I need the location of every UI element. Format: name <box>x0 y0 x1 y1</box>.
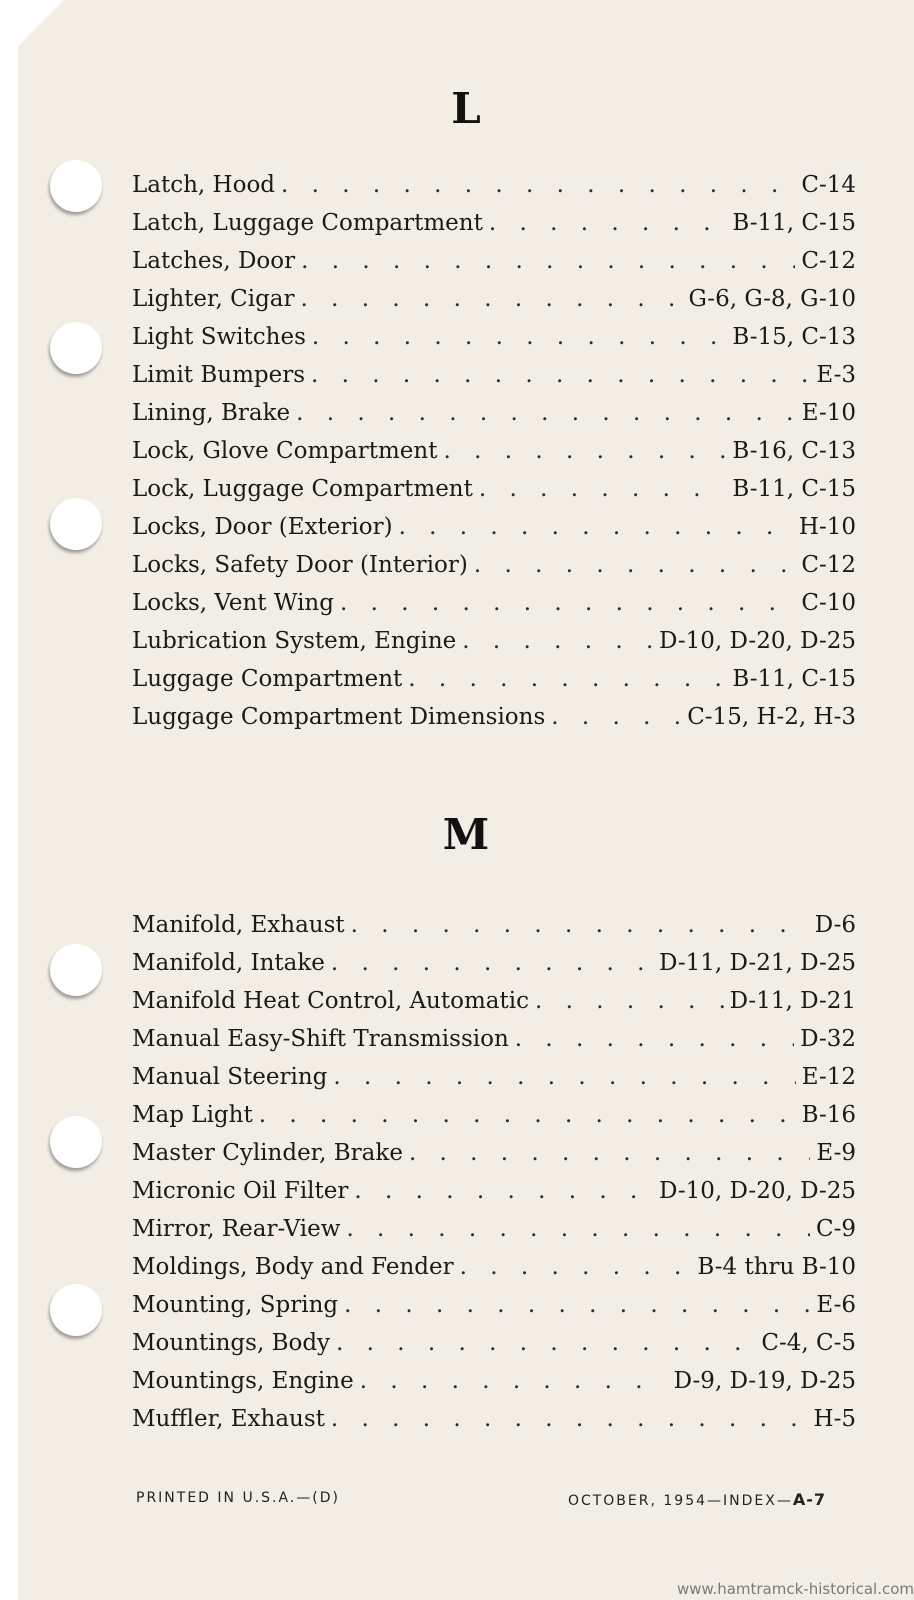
entry-pages: E-6 <box>816 1292 856 1318</box>
entry-name: Micronic Oil Filter <box>132 1178 349 1204</box>
entry-name: Limit Bumpers <box>132 362 306 388</box>
dot-leader <box>336 1324 755 1362</box>
dot-leader <box>311 356 810 394</box>
entry-pages: B-11, C-15 <box>732 476 856 502</box>
index-entry <box>132 982 856 1020</box>
footer-date-text: OCTOBER, 1954—INDEX— <box>567 1493 793 1509</box>
dot-leader <box>351 906 809 944</box>
index-entry <box>132 356 856 394</box>
entry-pages: C-14 <box>801 172 856 198</box>
entry-pages: E-10 <box>801 400 856 426</box>
index-entry <box>132 204 856 242</box>
entry-name: Mountings, Body <box>132 1330 331 1356</box>
index-entry <box>132 1286 856 1324</box>
entry-name: Lighter, Cigar <box>132 286 295 312</box>
entry-pages: E-3 <box>816 362 856 388</box>
entry-name: Locks, Safety Door (Interior) <box>132 552 468 578</box>
entry-pages: C-15, H-2, H-3 <box>687 704 856 730</box>
entry-name: Manifold Heat Control, Automatic <box>132 988 529 1014</box>
index-entry <box>132 166 856 204</box>
binder-hole <box>50 498 102 550</box>
binder-hole <box>50 944 102 996</box>
index-entry <box>132 584 856 622</box>
entry-name: Manifold, Exhaust <box>132 912 345 938</box>
entry-pages: C-10 <box>801 590 856 616</box>
dot-leader <box>399 508 793 546</box>
entry-name: Latch, Hood <box>132 172 276 198</box>
watermark: www.hamtramck-historical.com <box>677 1580 914 1598</box>
dot-leader <box>479 470 727 508</box>
dot-leader <box>474 546 796 584</box>
dot-leader <box>281 166 795 204</box>
entry-pages: D-32 <box>800 1026 856 1052</box>
entry-name: Muffler, Exhaust <box>132 1406 325 1432</box>
entry-pages: B-4 thru B-10 <box>697 1254 856 1280</box>
entry-name: Light Switches <box>132 324 306 350</box>
folded-corner <box>18 0 64 46</box>
entry-pages: B-16, C-13 <box>732 438 856 464</box>
binder-hole <box>50 322 102 374</box>
index-list-m <box>132 906 856 1438</box>
dot-leader <box>409 1134 810 1172</box>
entry-pages: H-5 <box>813 1406 856 1432</box>
entry-name: Map Light <box>132 1102 253 1128</box>
dot-leader <box>551 698 681 736</box>
dot-leader <box>312 318 727 356</box>
index-entry <box>132 1210 856 1248</box>
entry-pages: C-12 <box>801 552 856 578</box>
entry-pages: E-12 <box>801 1064 856 1090</box>
dot-leader <box>301 280 683 318</box>
entry-name: Mounting, Spring <box>132 1292 339 1318</box>
footer-page-number: A-7 <box>792 1490 826 1509</box>
dot-leader <box>301 242 795 280</box>
index-entry <box>132 1324 856 1362</box>
entry-pages: D-10, D-20, D-25 <box>659 628 856 654</box>
entry-pages: D-10, D-20, D-25 <box>659 1178 856 1204</box>
dot-leader <box>408 660 726 698</box>
section-letter-m: M <box>442 810 490 859</box>
dot-leader <box>489 204 727 242</box>
dot-leader <box>344 1286 810 1324</box>
entry-pages: G-6, G-8, G-10 <box>688 286 856 312</box>
dot-leader <box>443 432 726 470</box>
entry-name: Moldings, Body and Fender <box>132 1254 454 1280</box>
entry-name: Latches, Door <box>132 248 296 274</box>
dot-leader <box>460 1248 692 1286</box>
index-entry <box>132 280 856 318</box>
entry-pages: D-9, D-19, D-25 <box>673 1368 856 1394</box>
binder-hole <box>50 1116 102 1168</box>
entry-pages: D-6 <box>814 912 856 938</box>
index-entry <box>132 1172 856 1210</box>
dot-leader <box>333 1058 795 1096</box>
entry-name: Latch, Luggage Compartment <box>132 210 483 236</box>
dot-leader <box>331 944 653 982</box>
index-entry <box>132 622 856 660</box>
entry-name: Luggage Compartment Dimensions <box>132 704 546 730</box>
entry-name: Master Cylinder, Brake <box>132 1140 403 1166</box>
index-page <box>18 0 914 1600</box>
index-entry <box>132 1058 856 1096</box>
entry-pages: B-11, C-15 <box>732 210 856 236</box>
footer-printed: PRINTED IN U.S.A.—(D) <box>136 1490 340 1506</box>
entry-pages: B-11, C-15 <box>732 666 856 692</box>
index-list-l <box>132 166 856 736</box>
dot-leader <box>535 982 724 1020</box>
index-entry <box>132 318 856 356</box>
entry-name: Manual Steering <box>132 1064 328 1090</box>
index-entry <box>132 432 856 470</box>
dot-leader <box>340 584 795 622</box>
entry-name: Lock, Luggage Compartment <box>132 476 473 502</box>
entry-name: Locks, Door (Exterior) <box>132 514 393 540</box>
index-entry <box>132 1134 856 1172</box>
index-entry <box>132 698 856 736</box>
index-entry <box>132 1400 856 1438</box>
entry-name: Luggage Compartment <box>132 666 403 692</box>
entry-name: Lock, Glove Compartment <box>132 438 438 464</box>
entry-pages: E-9 <box>816 1140 856 1166</box>
footer-date-index <box>568 1490 826 1509</box>
entry-pages: B-15, C-13 <box>732 324 856 350</box>
dot-leader <box>354 1172 653 1210</box>
index-entry <box>132 1020 856 1058</box>
entry-pages: D-11, D-21, D-25 <box>659 950 856 976</box>
index-entry <box>132 1248 856 1286</box>
dot-leader <box>331 1400 808 1438</box>
index-entry <box>132 394 856 432</box>
entry-name: Mirror, Rear-View <box>132 1216 341 1242</box>
dot-leader <box>296 394 796 432</box>
entry-pages: B-16 <box>801 1102 856 1128</box>
section-letter-l: L <box>451 84 481 133</box>
index-entry <box>132 906 856 944</box>
entry-pages: C-4, C-5 <box>761 1330 856 1356</box>
entry-name: Mountings, Engine <box>132 1368 354 1394</box>
dot-leader <box>515 1020 794 1058</box>
entry-pages: H-10 <box>798 514 856 540</box>
index-entry <box>132 660 856 698</box>
binder-hole <box>50 1284 102 1336</box>
entry-name: Lubrication System, Engine <box>132 628 457 654</box>
index-entry <box>132 1096 856 1134</box>
index-entry <box>132 944 856 982</box>
entry-pages: C-12 <box>801 248 856 274</box>
binder-hole <box>50 160 102 212</box>
index-entry <box>132 1362 856 1400</box>
index-entry <box>132 470 856 508</box>
entry-name: Lining, Brake <box>132 400 291 426</box>
index-entry <box>132 546 856 584</box>
dot-leader <box>259 1096 796 1134</box>
entry-name: Manual Easy-Shift Transmission <box>132 1026 509 1052</box>
entry-pages: D-11, D-21 <box>729 988 856 1014</box>
entry-name: Manifold, Intake <box>132 950 325 976</box>
index-entry <box>132 508 856 546</box>
index-entry <box>132 242 856 280</box>
entry-pages: C-9 <box>815 1216 856 1242</box>
dot-leader <box>346 1210 810 1248</box>
dot-leader <box>462 622 653 660</box>
dot-leader <box>360 1362 668 1400</box>
entry-name: Locks, Vent Wing <box>132 590 334 616</box>
